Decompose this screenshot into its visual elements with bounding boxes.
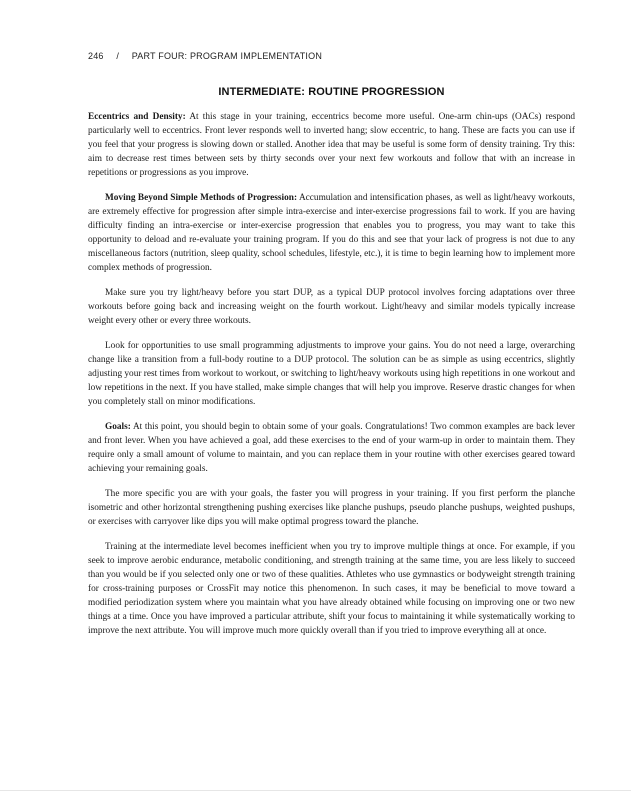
paragraph-eccentrics (88, 110, 575, 180)
paragraph-text: Make sure you try light/heavy before you start DUP, as a typical DUP protocol involves forcing adaptations over three workouts before going back and increasing weight on the fourth workout. Light/heavy and similar models typically increase weight every other or every three workouts. (88, 288, 575, 326)
paragraph-lead: Eccentrics and Density: (88, 112, 186, 122)
paragraph-small-adjustments (88, 339, 575, 409)
paragraph-lead: Moving Beyond Simple Methods of Progression: (105, 193, 298, 203)
paragraph-lead: Goals: (105, 422, 131, 432)
header-separator: / (116, 51, 120, 61)
paragraph-intermediate-level (88, 540, 575, 638)
paragraph-specific-goals (88, 487, 575, 529)
page-number: 246 (88, 51, 104, 61)
paragraph-goals (88, 420, 575, 476)
paragraph-text: Training at the intermediate level becomes inefficient when you try to improve multiple things at once. For example, if you seek to improve aerobic endurance, metabolic conditioning, and strength training at the same time, you are less likely to succeed than you would be if you selected only one or two of these qualities. Athletes who use gymnastics or bodyweight strength training for cross-training purposes or CrossFit may notice this phenomenon. In such cases, it may be beneficial to move toward a modified periodization system where you maintain what you have already obtained while focusing on improving one or two new things at a time. Once you have improved a particular attribute, shift your focus to maintaining it while systematically working to improve the next attribute. You will improve much more quickly overall than if you tried to improve everything all at once. (88, 542, 575, 636)
paragraph-light-heavy (88, 286, 575, 328)
paragraph-text: Look for opportunities to use small programming adjustments to improve your gains. You do not need a large, overarching change like a transition from a full-body routine to a DUP protocol. The solution can be as simple as using eccentrics, slightly adjusting your rest times from workout to workout, or switching to light/heavy workouts using high repetitions in one workout and low repetitions in the next. If you have stalled, make simple changes that will help you improve. Reserve drastic changes for when you completely stall on minor modifications. (88, 341, 575, 407)
paragraph-moving-beyond (88, 191, 575, 275)
page-title: INTERMEDIATE: ROUTINE PROGRESSION (218, 86, 445, 98)
running-header (88, 51, 322, 61)
page-edge-line (0, 790, 631, 791)
section-title: PART FOUR: PROGRAM IMPLEMENTATION (131, 51, 323, 61)
paragraph-text: Accumulation and intensification phases, as well as light/heavy workouts, are extremely effective for progression after simple intra-exercise and inter-exercise progressions fail to work. If you are having difficulty finding an intra-exercise or inter-exercise progression that enables you to progress, you may want to take this opportunity to deload and re-evaluate your training program. If you do this and see that your lack of progress is not due to any miscellaneous factors (nutrition, sleep quality, school schedules, lifestyle, etc.), it is time to begin learning how to implement more complex methods of progression. (88, 193, 575, 273)
body-text (88, 110, 575, 649)
paragraph-text: At this stage in your training, eccentrics become more useful. One-arm chin-ups (OACs) respond particularly well to eccentrics. Front lever responds well to inverted hang; slow eccentric, to hang. These are facts you can use if you feel that your progress is slowing down or stalled. Another idea that may be useful is some form of density training. Try this: aim to decrease rest times between sets by thirty seconds over your next few workouts and follow that with an increase in repetitions or progressions as you improve. (88, 112, 575, 178)
paragraph-text: At this point, you should begin to obtain some of your goals. Congratulations! Two common examples are back lever and front lever. When you have achieved a goal, add these exercises to the end of your warm-up in order to maintain them. They require only a small amount of volume to maintain, and you can replace them in your routine with other exercises geared toward achieving your remaining goals. (88, 422, 575, 474)
paragraph-text: The more specific you are with your goals, the faster you will progress in your training. If you first perform the planche isometric and other horizontal strengthening pushing exercises like planche pushups, pseudo planche pushups, weighted pushups, or exercises with carryover like dips you will make optimal progress toward the planche. (88, 489, 575, 527)
